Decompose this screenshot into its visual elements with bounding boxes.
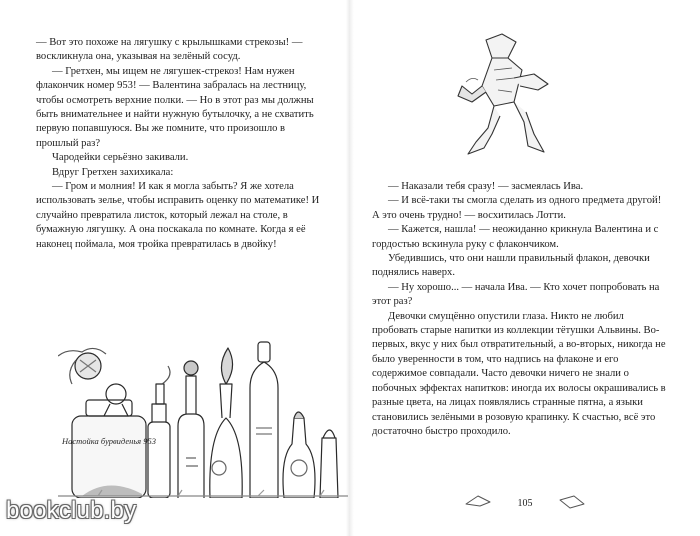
paragraph: Девочки смущённо опустили глаза. Никто не любил пробовать старые напитки из коллекции тётушки Альвины. Во-первых, вкус у них был отвратительный, а во-вторых, никогда не было уверенности в том, что надпись на флаконе и его содержимое совпадали. Часто девочки ничего не знали о побочных эффектах напитков: иногда их волосы окрашивались в разные цвета, на лицах появлялись странные пятна, а языки становились зелёными в розовую крапинку. К счастью, всё это достаточно быстро проходило. — [372, 310, 666, 437]
paragraph: — Вот это похоже на лягушку с крылышками стрекозы! — воскликнула она, указывая на зелёный сосуд. — [36, 37, 303, 63]
paragraph: — Кажется, нашла! — неожиданно крикнула Валентина и с гордостью вскинула руку с флакончиком. — [372, 224, 659, 250]
page-number: 105 — [517, 498, 533, 509]
bottle-label: Настойка бурвиденья 953 — [61, 436, 157, 446]
paragraph: Вдруг Гретхен захихикала: — [52, 166, 174, 178]
paragraph: — Гром и молния! И как я могла забыть? Я же хотела использовать зелье, чтобы исправить оценку по математике! И случайно превратила листок, который лежал на столе, в бумажную лягушку. А она поскакала по комнате. Когда я её наконец поймала, моя тройка превратилась в двойку! — [36, 181, 320, 250]
right-page-text — [372, 180, 668, 439]
paragraph: — Гретхен, мы ищем не лягушек-стрекоз! Нам нужен флакончик номер 953! — Валентина забралась на лестницу, чтобы осмотреть верхние полки. — Но в этот раз мы должны быть внимательнее и найти нужную бутылочку, а не схватить первую попавшуюся. Вы же помните, что произошло в прошлый раз? — [36, 65, 314, 149]
site-watermark: bookclub.by — [6, 497, 137, 524]
potion-bottles-illustration — [58, 318, 348, 498]
paragraph: Убедившись, что они нашли правильный флакон, девочки поднялись наверх. — [372, 253, 650, 279]
paragraph: — Ну хорошо... — начала Ива. — Кто хочет попробовать на этот раз? — [372, 281, 660, 308]
right-page — [350, 0, 700, 536]
paragraph: — И всё-таки ты смогла сделать из одного предмета другой! А это очень трудно! — восхитилась Лотти. — [372, 195, 662, 221]
paragraph: Чародейки серьёзно закивали. — [52, 152, 189, 164]
paper-frog-illustration — [454, 30, 570, 160]
paragraph: — Наказали тебя сразу! — засмеялась Ива. — [388, 181, 584, 192]
left-page-text — [36, 36, 328, 252]
